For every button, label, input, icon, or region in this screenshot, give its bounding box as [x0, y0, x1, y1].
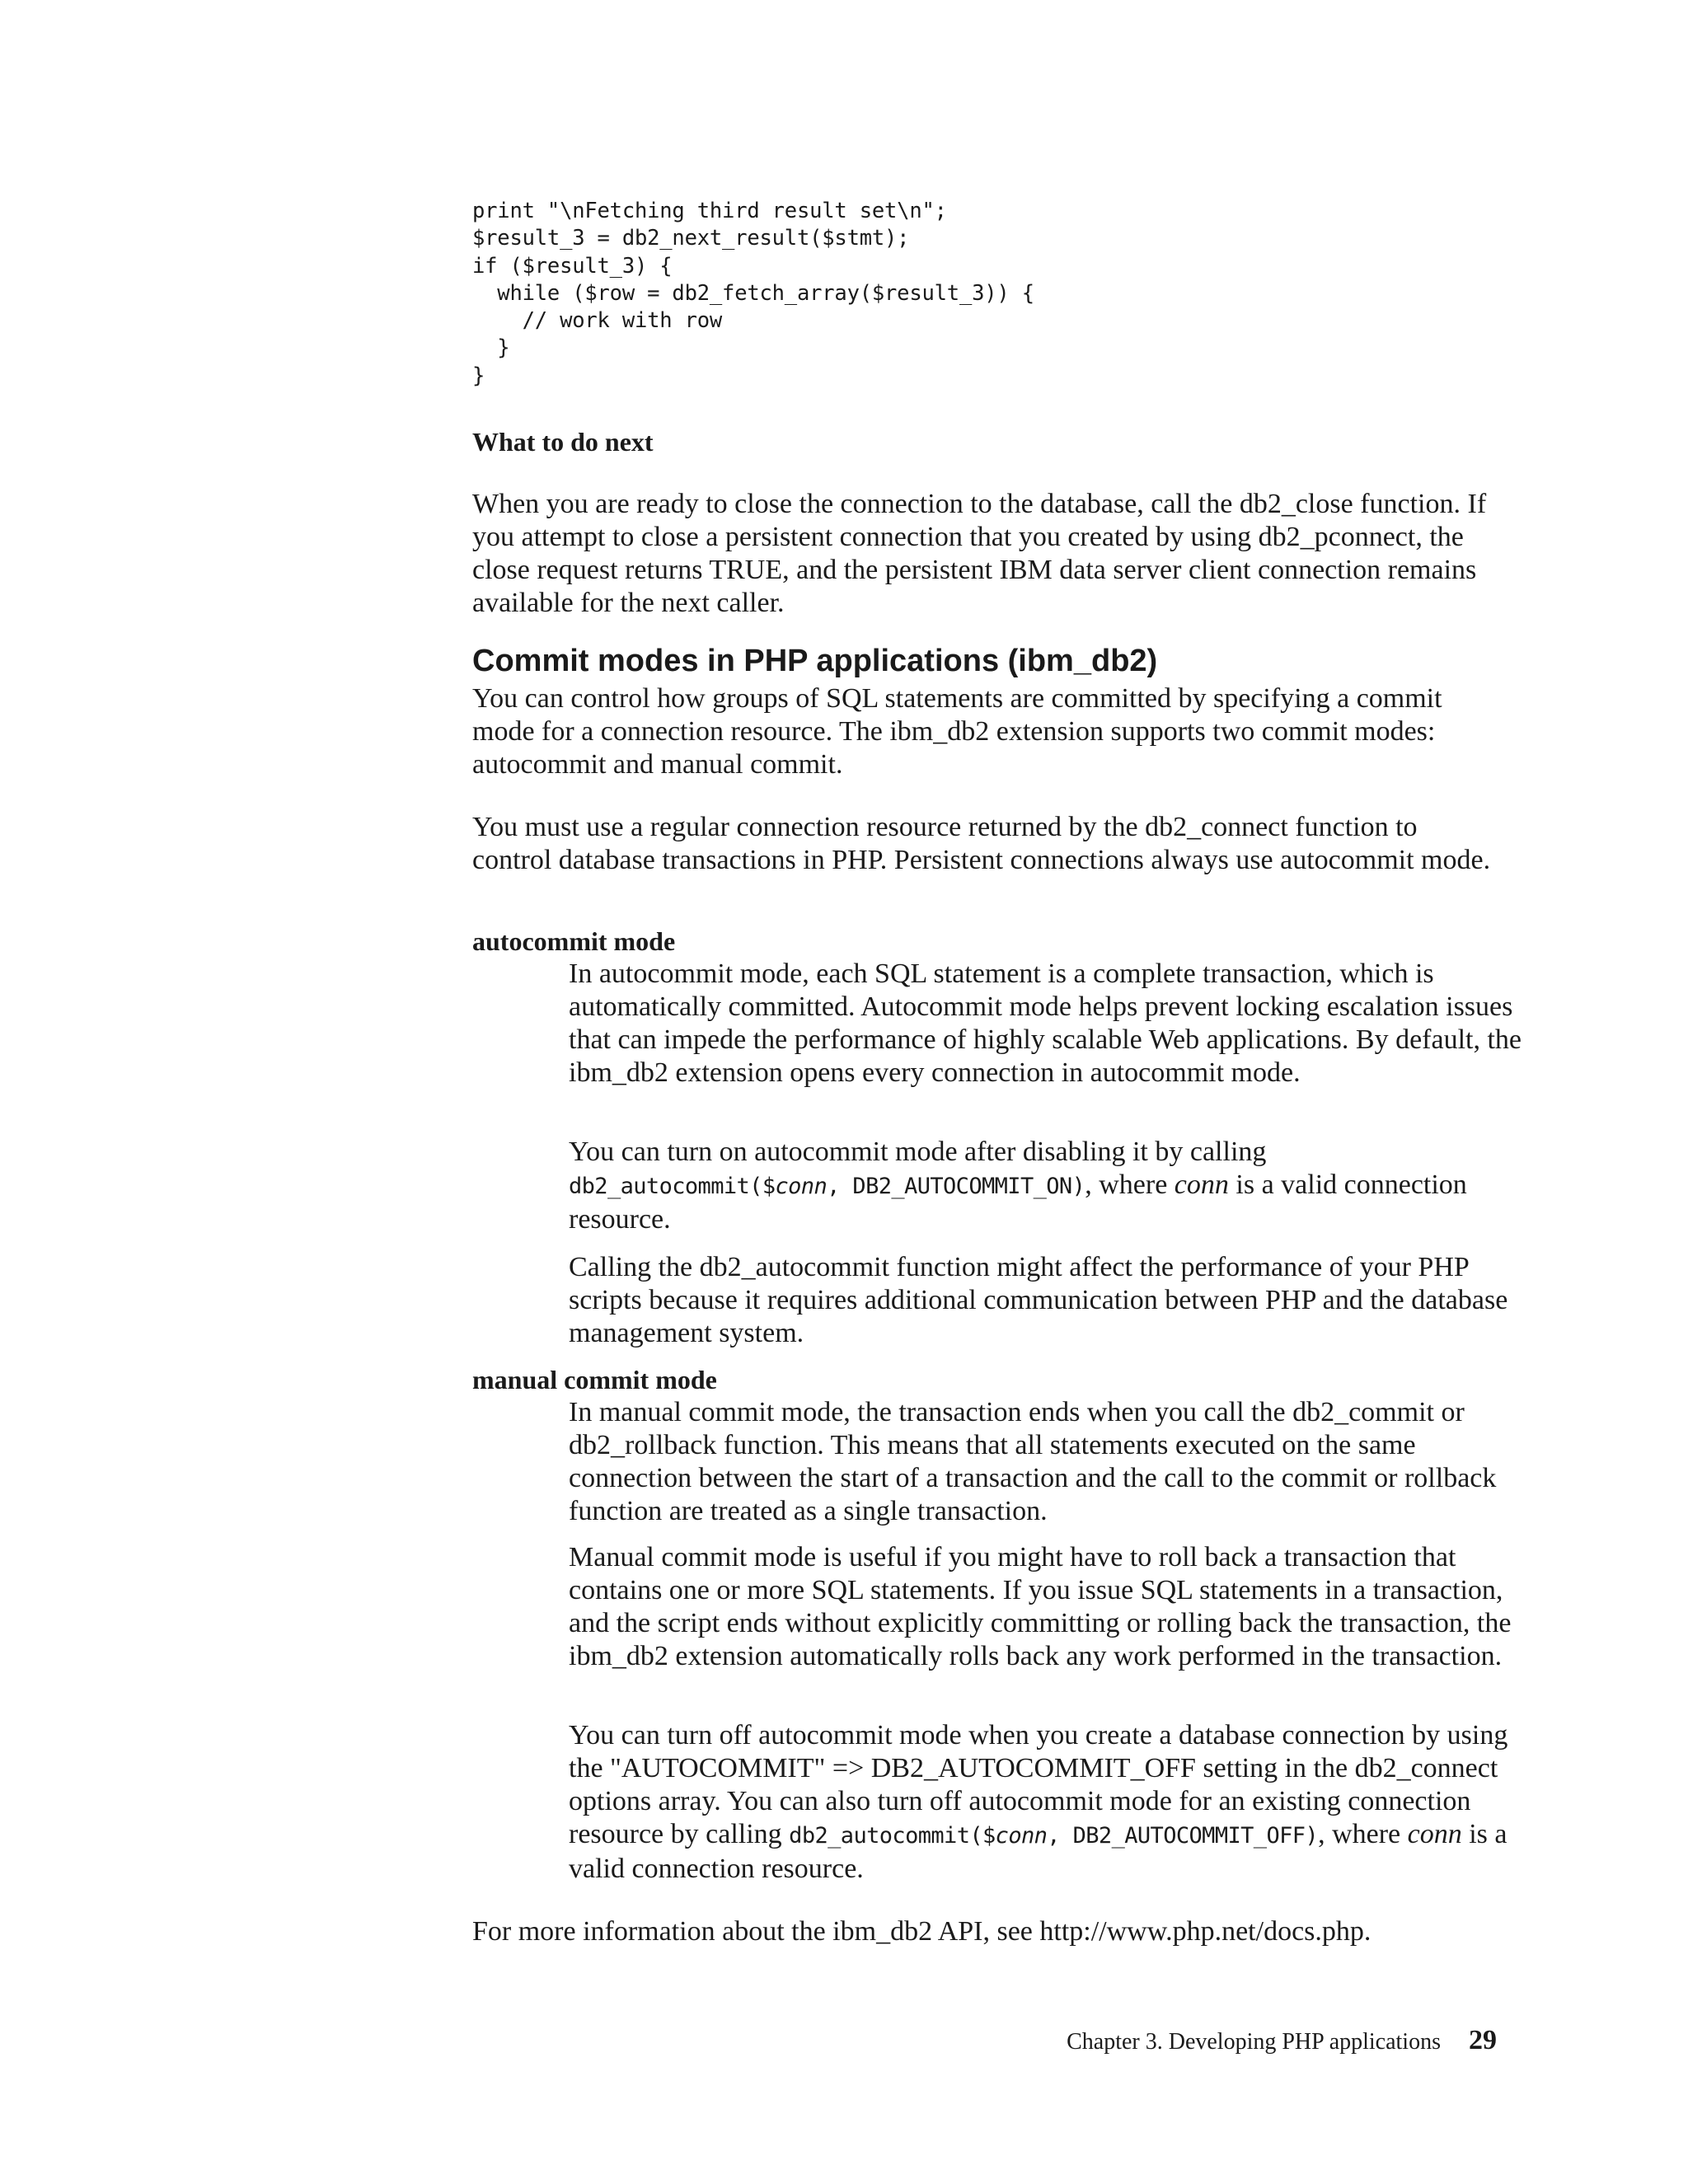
variable-name: conn — [1407, 1819, 1462, 1849]
code-fragment: db2_autocommit($ — [569, 1174, 776, 1199]
autocommit-p3: Calling the db2_autocommit function might affect the performance of your PHP scripts because it requires additional communication between PHP and the database management system. — [569, 1252, 1508, 1348]
text-fragment: , where — [1318, 1819, 1408, 1849]
text-fragment: is a valid connection resource. — [569, 1169, 1467, 1235]
autocommit-p2 — [569, 1136, 1525, 1236]
text-fragment: is a valid connection resource. — [569, 1819, 1507, 1884]
page-number: 29 — [1469, 2025, 1497, 2055]
autocommit-p1: In autocommit mode, each SQL statement is a complete transaction, which is automatically committed. Autocommit mode helps prevent locking escalation issues that can impede the performance of highly scalable Web applications. By default, the ibm_db2 extension opens every connection in autocommit mode. — [569, 958, 1522, 1088]
autocommit-p2-prefix: You can turn on autocommit mode after disabling it by calling — [569, 1137, 1267, 1167]
footer-chapter: Chapter 3. Developing PHP applications — [1067, 2029, 1441, 2055]
code-line: while ($row = db2_fetch_array($result_3)) { — [472, 280, 1034, 306]
code-line: } — [472, 335, 510, 361]
code-line: // work with row — [472, 308, 723, 334]
manual-p2: Manual commit mode is useful if you might have to roll back a transaction that contains one or more SQL statements. If you issue SQL statements in a transaction, and the script ends without explicitly committing or rolling back the transaction, the ibm_db2 extension automatically rolls back any work performed in the transaction. — [569, 1542, 1512, 1671]
code-block — [472, 198, 1034, 390]
autocommit-off-code — [789, 1823, 1318, 1849]
code-line: } — [472, 363, 485, 388]
code-line: $result_3 = db2_next_result($stmt); — [472, 226, 910, 251]
manual-p3 — [569, 1719, 1525, 1886]
variable-name: conn — [1174, 1169, 1229, 1200]
what-next-body: When you are ready to close the connection to the database, call the db2_close function. If you attempt to close a persistent connection that you created by using db2_pconnect, the close request returns TRUE, and the persistent IBM data server client connection remains available for the next caller. — [472, 489, 1487, 618]
page-footer — [1067, 2024, 1497, 2059]
more-info: For more information about the ibm_db2 API, see http://www.php.net/docs.php. — [472, 1916, 1372, 1947]
manual-p1: In manual commit mode, the transaction ends when you call the db2_commit or db2_rollback function. This means that all statements executed on the same connection between the start of a transaction and the call to the commit or rollback function are treated as a single transaction. — [569, 1397, 1497, 1526]
section-intro-1: You can control how groups of SQL statements are committed by specifying a commit mode for a connection resource. The ibm_db2 extension supports two commit modes: autocommit and manual commit. — [472, 683, 1442, 780]
code-line: if ($result_3) { — [472, 253, 673, 279]
section-intro-2: You must use a regular connection resource returned by the db2_connect function to control database transactions in PHP. Persistent connections always use autocommit mode. — [472, 812, 1491, 875]
code-fragment: , DB2_AUTOCOMMIT_ON) — [827, 1174, 1085, 1199]
code-variable: conn — [775, 1174, 828, 1199]
code-fragment: , DB2_AUTOCOMMIT_OFF) — [1047, 1823, 1319, 1849]
code-line: print "\nFetching third result set\n"; — [472, 199, 947, 223]
what-next-heading: What to do next — [472, 427, 654, 457]
text-fragment: You can turn off autocommit mode when you create a database connection by using the "AUTOCOMMIT" => DB2_AUTOCOMMIT_OFF setting in the db2_connect options array. You can also turn off autocommit mode for an existing connection resource by calling — [569, 1720, 1508, 1849]
section-title: Commit modes in PHP applications (ibm_db2) — [472, 644, 1158, 678]
text-fragment: , where — [1085, 1169, 1175, 1200]
code-fragment: db2_autocommit($ — [789, 1823, 996, 1849]
autocommit-term: autocommit mode — [472, 926, 676, 956]
manual-term: manual commit mode — [472, 1365, 717, 1394]
autocommit-on-code — [569, 1174, 1085, 1199]
code-variable: conn — [995, 1823, 1048, 1849]
